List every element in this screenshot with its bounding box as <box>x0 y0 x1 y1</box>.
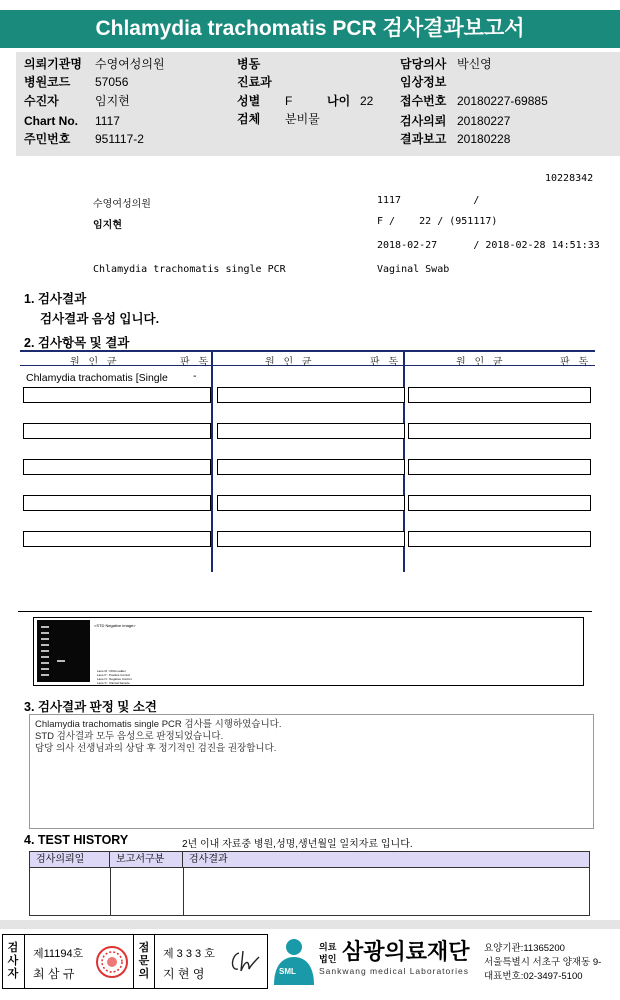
result-grid-header <box>20 350 595 366</box>
history-note: 2년 이내 자료중 병원,성명,생년월일 일치자료 입니다. <box>182 839 413 850</box>
chart-no-label: Chart No. <box>24 114 78 128</box>
patient-label: 수진자 <box>24 94 59 108</box>
examiner-name: 최 삼 규 <box>33 967 75 981</box>
detail-institution: 수영여성의원 <box>93 199 151 210</box>
report-date-label: 결과보고 <box>400 132 447 146</box>
detail-test-name: Chlamydia trachomatis single PCR <box>93 264 286 275</box>
patient-value: 임지현 <box>95 94 130 108</box>
col-judgement-2: 판 독 <box>370 357 402 368</box>
seal-icon <box>93 943 131 981</box>
finding-line: Chlamydia trachomatis single PCR 검사를 시행하였습니다. <box>35 719 282 730</box>
sex-value: F <box>285 94 293 108</box>
result-box <box>23 387 211 403</box>
history-col-request-date: 검사의뢰일 <box>30 852 110 868</box>
receipt-no-label: 접수번호 <box>400 94 447 108</box>
result-box <box>408 531 591 547</box>
divider <box>18 611 592 612</box>
detail-patient: 임지현 <box>93 220 122 231</box>
result-box <box>23 495 211 511</box>
history-col-result: 검사결과 <box>183 852 589 868</box>
age-label: 나이 <box>327 94 351 108</box>
document-number: 10228342 <box>545 173 594 184</box>
finding-line: 담당 의사 선생님과의 상담 후 정기적인 검진을 권장합니다. <box>35 743 277 754</box>
result-box <box>23 423 211 439</box>
result-box <box>217 531 405 547</box>
gel-image-panel <box>33 617 584 686</box>
report-title: Chlamydia trachomatis PCR 검사결과보고서 <box>0 10 620 48</box>
result-box <box>217 387 405 403</box>
report-date-value: 20180228 <box>457 132 511 146</box>
org-name: 삼광의료재단 <box>342 939 470 964</box>
section4-heading: 4. TEST HISTORY <box>24 833 129 847</box>
finding-line: STD 검사결과 모두 음성으로 판정되었습니다. <box>35 731 224 742</box>
col-organism-2: 원 인 균 <box>265 357 315 368</box>
result-box <box>23 459 211 475</box>
history-col-report-type: 보고서구분 <box>110 852 183 868</box>
address: 서울특별시 서초구 양재동 9- <box>484 957 602 968</box>
org-prefix-1: 의료 <box>319 942 337 952</box>
section3-heading: 3. 검사결과 판정 및 소견 <box>24 700 157 714</box>
clinical-info-label: 임상정보 <box>400 75 447 89</box>
gel-legend-item: Lane M : DNA Ladder <box>97 669 126 673</box>
doctor-value: 박신영 <box>457 57 492 71</box>
result-box <box>217 495 405 511</box>
gel-legend-item: Lane N : Negative Control <box>97 677 132 681</box>
result-box <box>408 459 591 475</box>
result-box <box>217 459 405 475</box>
section1-heading: 1. 검사결과 <box>24 292 87 306</box>
footer-divider <box>0 920 620 929</box>
gel-legend-item: Lane S : Clinical Sample <box>97 681 130 685</box>
request-date-label: 검사의뢰 <box>400 114 447 128</box>
gel-legend <box>97 669 132 685</box>
request-date-value: 20180227 <box>457 114 511 128</box>
specimen-label: 검체 <box>237 112 261 126</box>
result-box <box>408 495 591 511</box>
phone-number: 대표번호:02-3497-5100 <box>484 971 583 982</box>
result-box <box>217 423 405 439</box>
result-box <box>23 531 211 547</box>
result-box <box>408 387 591 403</box>
age-value: 22 <box>360 94 374 108</box>
result-item-value: - <box>193 370 197 382</box>
institution-label: 의뢰기관명 <box>24 57 82 71</box>
hospital-code-label: 병원코드 <box>24 75 71 89</box>
col-organism-3: 원 인 균 <box>456 357 506 368</box>
gel-caption: <STD Negative image> <box>94 623 136 628</box>
reviewer-name: 지 현 영 <box>163 967 205 981</box>
examiner-license-no: 제11194호 <box>33 948 84 960</box>
sex-label: 성별 <box>237 94 261 108</box>
receipt-no-value: 20180227-69885 <box>457 94 548 108</box>
chart-no-value: 1117 <box>95 114 120 128</box>
detail-sex-age: F / 22 / (951117) <box>377 216 498 227</box>
col-judgement-3: 판 독 <box>560 357 592 368</box>
history-table <box>29 851 590 916</box>
signature-block <box>2 934 268 989</box>
gel-legend-item: Lane P : Positive Control <box>97 673 130 677</box>
detail-chart: 1117 / <box>377 195 480 206</box>
institution-value: 수영여성의원 <box>95 57 165 71</box>
result-box <box>408 423 591 439</box>
col-organism-1: 원 인 균 <box>70 357 120 368</box>
id-no-value: 951117-2 <box>95 132 144 146</box>
id-no-label: 주민번호 <box>24 132 71 146</box>
detail-dates: 2018-02-27 / 2018-02-28 14:51:33 <box>377 240 600 251</box>
specimen-value: 분비물 <box>285 112 320 126</box>
grid-divider <box>211 350 213 572</box>
org-prefix-2: 법인 <box>319 954 337 964</box>
result-summary: 검사결과 음성 입니다. <box>40 312 160 326</box>
examiner-vertical-label: 검 사 자 <box>7 942 19 980</box>
gel-image <box>37 620 90 682</box>
findings-box <box>29 714 594 829</box>
signature-icon <box>227 947 261 977</box>
reviewer-vertical-label: 점 문 의 <box>138 942 150 980</box>
section2-heading: 2. 검사항목 및 결과 <box>24 336 130 350</box>
org-english-name: Sankwang medical Laboratories <box>319 966 469 976</box>
col-judgement-1: 판 독 <box>180 357 212 368</box>
care-institution-no: 요양기관:11365200 <box>484 943 565 954</box>
hospital-code-value: 57056 <box>95 75 129 89</box>
result-item-name: Chlamydia trachomatis [Single <box>26 372 168 384</box>
ward-label: 병동 <box>237 57 261 71</box>
reviewer-license-no: 제 3 3 3 호 <box>163 948 215 960</box>
sml-logo-icon <box>271 937 317 987</box>
detail-specimen: Vaginal Swab <box>377 264 450 275</box>
doctor-label: 담당의사 <box>400 57 447 71</box>
department-label: 진료과 <box>237 75 272 89</box>
logo-text: SML <box>279 967 296 976</box>
